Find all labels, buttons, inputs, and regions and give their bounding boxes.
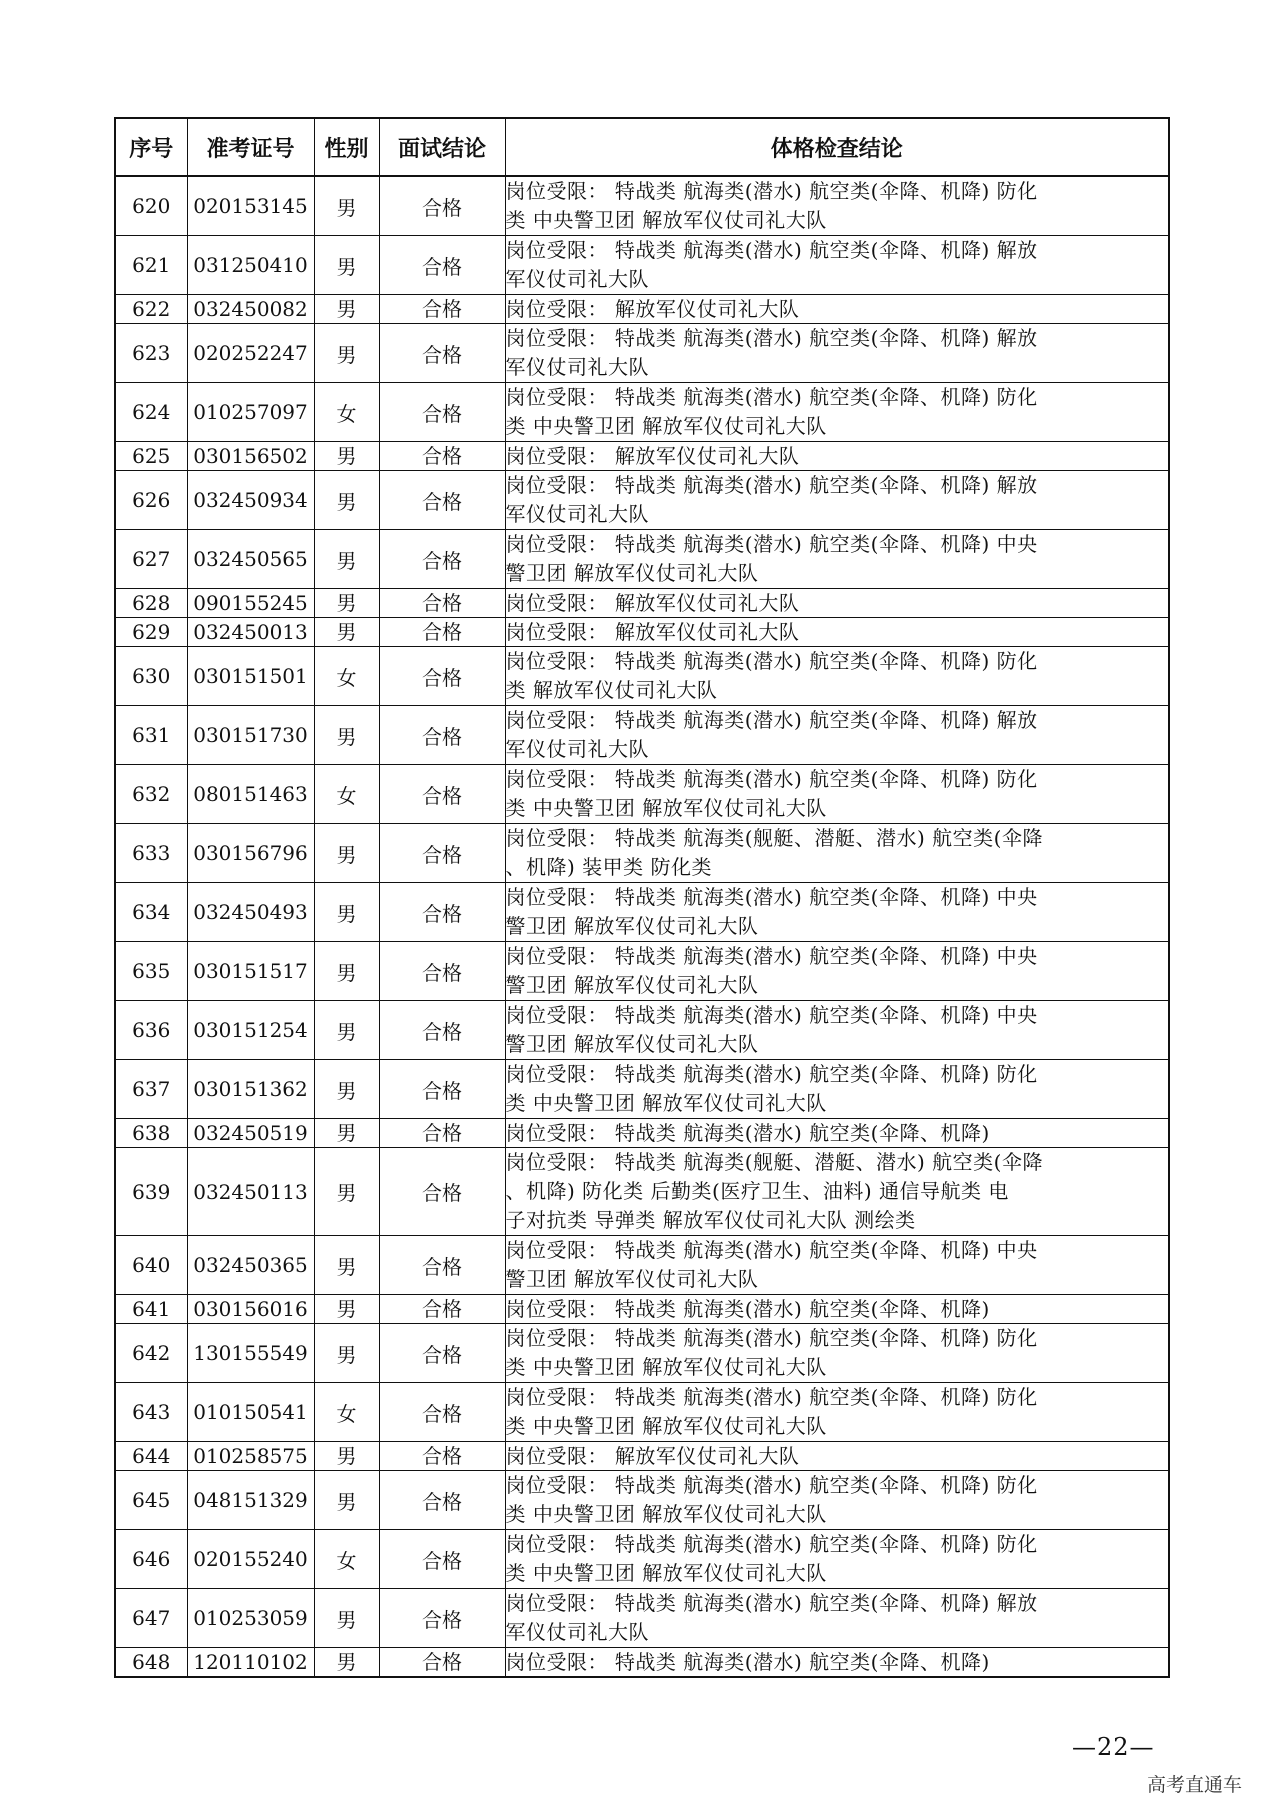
- seq-cell: 621: [115, 236, 187, 295]
- header-ticket-number: 准考证号: [187, 118, 314, 176]
- ticket-number-cell: 031250410: [187, 236, 314, 295]
- result-line: 岗位受限： 特战类 航海类(潜水) 航空类(伞降、机降) 中央: [505, 1238, 1038, 1262]
- physical-exam-result-cell: [505, 1236, 1169, 1295]
- gender-cell: 男: [314, 589, 379, 618]
- ticket-number-cell: 010150541: [187, 1383, 314, 1442]
- physical-exam-result-cell: [505, 1060, 1169, 1119]
- physical-exam-result-cell: [505, 324, 1169, 383]
- gender-cell: 女: [314, 1383, 379, 1442]
- result-line: 类 中央警卫团 解放军仪仗司礼大队: [505, 1561, 827, 1585]
- result-line: 岗位受限： 特战类 航海类(潜水) 航空类(伞降、机降) 解放: [505, 708, 1038, 732]
- result-line: 类 中央警卫团 解放军仪仗司礼大队: [505, 414, 827, 438]
- header-seq: 序号: [115, 118, 187, 176]
- gender-cell: 男: [314, 883, 379, 942]
- gender-cell: 男: [314, 471, 379, 530]
- gender-cell: 男: [314, 295, 379, 324]
- seq-cell: 620: [115, 176, 187, 236]
- seq-cell: 625: [115, 442, 187, 471]
- result-line: 警卫团 解放军仪仗司礼大队: [505, 561, 759, 585]
- interview-result-cell: 合格: [379, 942, 505, 1001]
- table-row: [115, 706, 1169, 765]
- ticket-number-cell: 030151517: [187, 942, 314, 1001]
- result-line: 岗位受限： 特战类 航海类(潜水) 航空类(伞降、机降) 解放: [505, 473, 1038, 497]
- seq-cell: 627: [115, 530, 187, 589]
- result-line: 岗位受限： 特战类 航海类(潜水) 航空类(伞降、机降) 防化: [505, 179, 1038, 203]
- ticket-number-cell: 020252247: [187, 324, 314, 383]
- result-line: 军仪仗司礼大队: [505, 737, 649, 761]
- gender-cell: 男: [314, 1471, 379, 1530]
- interview-result-cell: 合格: [379, 236, 505, 295]
- interview-result-cell: 合格: [379, 442, 505, 471]
- interview-result-cell: 合格: [379, 1471, 505, 1530]
- ticket-number-cell: 010258575: [187, 1442, 314, 1471]
- result-line: 类 中央警卫团 解放军仪仗司礼大队: [505, 1502, 827, 1526]
- table-row: [115, 1001, 1169, 1060]
- physical-exam-result-cell: [505, 647, 1169, 706]
- ticket-number-cell: 032450493: [187, 883, 314, 942]
- interview-result-cell: 合格: [379, 618, 505, 647]
- interview-result-cell: 合格: [379, 176, 505, 236]
- gender-cell: 男: [314, 1589, 379, 1648]
- interview-result-cell: 合格: [379, 765, 505, 824]
- ticket-number-cell: 030151254: [187, 1001, 314, 1060]
- seq-cell: 642: [115, 1324, 187, 1383]
- table-row: [115, 1589, 1169, 1648]
- table-row: [115, 1148, 1169, 1236]
- gender-cell: 男: [314, 1324, 379, 1383]
- result-line: 军仪仗司礼大队: [505, 267, 649, 291]
- gender-cell: 男: [314, 942, 379, 1001]
- seq-cell: 628: [115, 589, 187, 618]
- seq-cell: 630: [115, 647, 187, 706]
- result-line: 警卫团 解放军仪仗司礼大队: [505, 1032, 759, 1056]
- interview-result-cell: 合格: [379, 1589, 505, 1648]
- page-number: —22—: [1072, 1733, 1155, 1761]
- interview-result-cell: 合格: [379, 706, 505, 765]
- interview-result-cell: 合格: [379, 1442, 505, 1471]
- gender-cell: 女: [314, 1530, 379, 1589]
- seq-cell: 645: [115, 1471, 187, 1530]
- interview-result-cell: 合格: [379, 1060, 505, 1119]
- table-row: [115, 1119, 1169, 1148]
- interview-result-cell: 合格: [379, 383, 505, 442]
- result-line: 类 中央警卫团 解放军仪仗司礼大队: [505, 796, 827, 820]
- result-line: 岗位受限： 特战类 航海类(潜水) 航空类(伞降、机降) 中央: [505, 1003, 1038, 1027]
- table-row: [115, 530, 1169, 589]
- result-line: 类 中央警卫团 解放军仪仗司礼大队: [505, 1414, 827, 1438]
- physical-exam-result-cell: [505, 1648, 1169, 1678]
- table-row: [115, 824, 1169, 883]
- seq-cell: 636: [115, 1001, 187, 1060]
- ticket-number-cell: 120110102: [187, 1648, 314, 1678]
- ticket-number-cell: 030156016: [187, 1295, 314, 1324]
- interview-result-cell: 合格: [379, 324, 505, 383]
- physical-exam-result-cell: [505, 442, 1169, 471]
- table-row: [115, 1060, 1169, 1119]
- interview-result-cell: 合格: [379, 530, 505, 589]
- table-row: [115, 1442, 1169, 1471]
- seq-cell: 629: [115, 618, 187, 647]
- physical-exam-result-cell: [505, 1383, 1169, 1442]
- table-row: [115, 1383, 1169, 1442]
- result-line: 岗位受限： 特战类 航海类(舰艇、潜艇、潜水) 航空类(伞降: [505, 1150, 1043, 1174]
- physical-exam-result-cell: [505, 236, 1169, 295]
- ticket-number-cell: 020155240: [187, 1530, 314, 1589]
- seq-cell: 641: [115, 1295, 187, 1324]
- ticket-number-cell: 030151501: [187, 647, 314, 706]
- gender-cell: 女: [314, 765, 379, 824]
- gender-cell: 男: [314, 824, 379, 883]
- ticket-number-cell: 030156502: [187, 442, 314, 471]
- table-row: [115, 176, 1169, 236]
- table-row: [115, 236, 1169, 295]
- physical-exam-result-cell: [505, 383, 1169, 442]
- physical-exam-result-cell: [505, 765, 1169, 824]
- result-line: 岗位受限： 特战类 航海类(潜水) 航空类(伞降、机降): [505, 1121, 990, 1145]
- result-line: 军仪仗司礼大队: [505, 355, 649, 379]
- interview-result-cell: 合格: [379, 1324, 505, 1383]
- gender-cell: 男: [314, 1001, 379, 1060]
- result-line: 岗位受限： 解放军仪仗司礼大队: [505, 620, 800, 644]
- physical-exam-result-cell: [505, 1001, 1169, 1060]
- seq-cell: 623: [115, 324, 187, 383]
- seq-cell: 634: [115, 883, 187, 942]
- result-line: 岗位受限： 特战类 航海类(潜水) 航空类(伞降、机降) 解放: [505, 238, 1038, 262]
- seq-cell: 635: [115, 942, 187, 1001]
- result-line: 岗位受限： 特战类 航海类(潜水) 航空类(伞降、机降) 防化: [505, 1062, 1038, 1086]
- ticket-number-cell: 030156796: [187, 824, 314, 883]
- header-interview-result: 面试结论: [379, 118, 505, 176]
- result-line: 岗位受限： 解放军仪仗司礼大队: [505, 297, 800, 321]
- ticket-number-cell: 010253059: [187, 1589, 314, 1648]
- interview-result-cell: 合格: [379, 1236, 505, 1295]
- gender-cell: 男: [314, 1295, 379, 1324]
- seq-cell: 626: [115, 471, 187, 530]
- interview-result-cell: 合格: [379, 1001, 505, 1060]
- table-row: [115, 589, 1169, 618]
- result-line: 岗位受限： 特战类 航海类(潜水) 航空类(伞降、机降): [505, 1650, 990, 1674]
- table-row: [115, 442, 1169, 471]
- result-line: 岗位受限： 特战类 航海类(潜水) 航空类(伞降、机降) 防化: [505, 1326, 1038, 1350]
- ticket-number-cell: 090155245: [187, 589, 314, 618]
- result-line: 类 解放军仪仗司礼大队: [505, 678, 718, 702]
- ticket-number-cell: 080151463: [187, 765, 314, 824]
- result-line: 岗位受限： 解放军仪仗司礼大队: [505, 591, 800, 615]
- table-row: [115, 942, 1169, 1001]
- physical-exam-result-cell: [505, 471, 1169, 530]
- physical-exam-result-cell: [505, 1119, 1169, 1148]
- result-line: 子对抗类 导弹类 解放军仪仗司礼大队 测绘类: [505, 1208, 916, 1232]
- table-row: [115, 295, 1169, 324]
- physical-exam-result-cell: [505, 1324, 1169, 1383]
- result-line: 类 中央警卫团 解放军仪仗司礼大队: [505, 208, 827, 232]
- table-row: [115, 324, 1169, 383]
- physical-exam-result-cell: [505, 1530, 1169, 1589]
- interview-result-cell: 合格: [379, 1383, 505, 1442]
- result-line: 岗位受限： 特战类 航海类(潜水) 航空类(伞降、机降) 防化: [505, 1385, 1038, 1409]
- table-row: [115, 765, 1169, 824]
- table-row: [115, 1236, 1169, 1295]
- gender-cell: 男: [314, 1060, 379, 1119]
- result-line: 、机降) 防化类 后勤类(医疗卫生、油料) 通信导航类 电: [505, 1179, 1009, 1203]
- result-line: 岗位受限： 特战类 航海类(潜水) 航空类(伞降、机降) 中央: [505, 944, 1038, 968]
- table-body: [115, 176, 1169, 1677]
- seq-cell: 646: [115, 1530, 187, 1589]
- result-line: 岗位受限： 解放军仪仗司礼大队: [505, 444, 800, 468]
- result-line: 岗位受限： 特战类 航海类(潜水) 航空类(伞降、机降): [505, 1297, 990, 1321]
- table-row: [115, 471, 1169, 530]
- gender-cell: 男: [314, 1648, 379, 1678]
- interview-result-cell: 合格: [379, 1119, 505, 1148]
- seq-cell: 639: [115, 1148, 187, 1236]
- gender-cell: 男: [314, 1236, 379, 1295]
- physical-exam-result-cell: [505, 1471, 1169, 1530]
- result-line: 岗位受限： 特战类 航海类(潜水) 航空类(伞降、机降) 中央: [505, 532, 1038, 556]
- seq-cell: 637: [115, 1060, 187, 1119]
- table-row: [115, 1530, 1169, 1589]
- physical-exam-result-cell: [505, 1148, 1169, 1236]
- table-row: [115, 618, 1169, 647]
- result-line: 警卫团 解放军仪仗司礼大队: [505, 1267, 759, 1291]
- table-row: [115, 883, 1169, 942]
- gender-cell: 女: [314, 647, 379, 706]
- ticket-number-cell: 032450013: [187, 618, 314, 647]
- gender-cell: 男: [314, 1148, 379, 1236]
- physical-exam-result-cell: [505, 883, 1169, 942]
- physical-exam-result-cell: [505, 618, 1169, 647]
- physical-exam-result-cell: [505, 706, 1169, 765]
- result-line: 岗位受限： 特战类 航海类(潜水) 航空类(伞降、机降) 解放: [505, 326, 1038, 350]
- ticket-number-cell: 030151730: [187, 706, 314, 765]
- table-row: [115, 647, 1169, 706]
- seq-cell: 643: [115, 1383, 187, 1442]
- seq-cell: 622: [115, 295, 187, 324]
- header-physical-exam-result: 体格检查结论: [505, 118, 1169, 176]
- gender-cell: 男: [314, 1119, 379, 1148]
- seq-cell: 631: [115, 706, 187, 765]
- seq-cell: 632: [115, 765, 187, 824]
- gender-cell: 男: [314, 442, 379, 471]
- ticket-number-cell: 048151329: [187, 1471, 314, 1530]
- seq-cell: 633: [115, 824, 187, 883]
- result-line: 岗位受限： 特战类 航海类(潜水) 航空类(伞降、机降) 防化: [505, 1532, 1038, 1556]
- seq-cell: 624: [115, 383, 187, 442]
- physical-exam-result-cell: [505, 1295, 1169, 1324]
- result-line: 警卫团 解放军仪仗司礼大队: [505, 914, 759, 938]
- result-line: 类 中央警卫团 解放军仪仗司礼大队: [505, 1355, 827, 1379]
- table-row: [115, 1295, 1169, 1324]
- ticket-number-cell: 032450113: [187, 1148, 314, 1236]
- interview-result-cell: 合格: [379, 295, 505, 324]
- table-row: [115, 383, 1169, 442]
- seq-cell: 647: [115, 1589, 187, 1648]
- gender-cell: 男: [314, 618, 379, 647]
- gender-cell: 男: [314, 706, 379, 765]
- result-line: 警卫团 解放军仪仗司礼大队: [505, 973, 759, 997]
- ticket-number-cell: 032450934: [187, 471, 314, 530]
- interview-result-cell: 合格: [379, 1530, 505, 1589]
- physical-exam-result-cell: [505, 295, 1169, 324]
- ticket-number-cell: 032450082: [187, 295, 314, 324]
- result-line: 岗位受限： 解放军仪仗司礼大队: [505, 1444, 800, 1468]
- seq-cell: 644: [115, 1442, 187, 1471]
- physical-exam-result-cell: [505, 942, 1169, 1001]
- result-line: 岗位受限： 特战类 航海类(潜水) 航空类(伞降、机降) 解放: [505, 1591, 1038, 1615]
- physical-exam-result-cell: [505, 824, 1169, 883]
- interview-result-cell: 合格: [379, 883, 505, 942]
- table-header-row: [115, 118, 1169, 176]
- interview-result-cell: 合格: [379, 824, 505, 883]
- result-line: 军仪仗司礼大队: [505, 1620, 649, 1644]
- result-line: 军仪仗司礼大队: [505, 502, 649, 526]
- table-row: [115, 1648, 1169, 1678]
- interview-result-cell: 合格: [379, 1648, 505, 1678]
- ticket-number-cell: 032450365: [187, 1236, 314, 1295]
- table-row: [115, 1324, 1169, 1383]
- gender-cell: 男: [314, 530, 379, 589]
- gender-cell: 男: [314, 236, 379, 295]
- physical-exam-result-cell: [505, 1589, 1169, 1648]
- header-gender: 性别: [314, 118, 379, 176]
- physical-exam-result-cell: [505, 176, 1169, 236]
- result-line: 岗位受限： 特战类 航海类(舰艇、潜艇、潜水) 航空类(伞降: [505, 826, 1043, 850]
- result-line: 、机降) 装甲类 防化类: [505, 855, 713, 879]
- seq-cell: 648: [115, 1648, 187, 1678]
- result-line: 岗位受限： 特战类 航海类(潜水) 航空类(伞降、机降) 防化: [505, 649, 1038, 673]
- table-row: [115, 1471, 1169, 1530]
- ticket-number-cell: 010257097: [187, 383, 314, 442]
- watermark-text: 高考直通车: [1147, 1774, 1243, 1796]
- seq-cell: 638: [115, 1119, 187, 1148]
- ticket-number-cell: 020153145: [187, 176, 314, 236]
- gender-cell: 女: [314, 383, 379, 442]
- result-line: 类 中央警卫团 解放军仪仗司礼大队: [505, 1091, 827, 1115]
- interview-result-cell: 合格: [379, 471, 505, 530]
- result-line: 岗位受限： 特战类 航海类(潜水) 航空类(伞降、机降) 防化: [505, 767, 1038, 791]
- results-table: [114, 117, 1170, 1678]
- physical-exam-result-cell: [505, 530, 1169, 589]
- physical-exam-result-cell: [505, 1442, 1169, 1471]
- interview-result-cell: 合格: [379, 1148, 505, 1236]
- ticket-number-cell: 032450565: [187, 530, 314, 589]
- gender-cell: 男: [314, 324, 379, 383]
- ticket-number-cell: 030151362: [187, 1060, 314, 1119]
- seq-cell: 640: [115, 1236, 187, 1295]
- interview-result-cell: 合格: [379, 1295, 505, 1324]
- gender-cell: 男: [314, 176, 379, 236]
- interview-result-cell: 合格: [379, 647, 505, 706]
- result-line: 岗位受限： 特战类 航海类(潜水) 航空类(伞降、机降) 中央: [505, 885, 1038, 909]
- result-line: 岗位受限： 特战类 航海类(潜水) 航空类(伞降、机降) 防化: [505, 385, 1038, 409]
- result-line: 岗位受限： 特战类 航海类(潜水) 航空类(伞降、机降) 防化: [505, 1473, 1038, 1497]
- ticket-number-cell: 032450519: [187, 1119, 314, 1148]
- physical-exam-result-cell: [505, 589, 1169, 618]
- interview-result-cell: 合格: [379, 589, 505, 618]
- gender-cell: 男: [314, 1442, 379, 1471]
- ticket-number-cell: 130155549: [187, 1324, 314, 1383]
